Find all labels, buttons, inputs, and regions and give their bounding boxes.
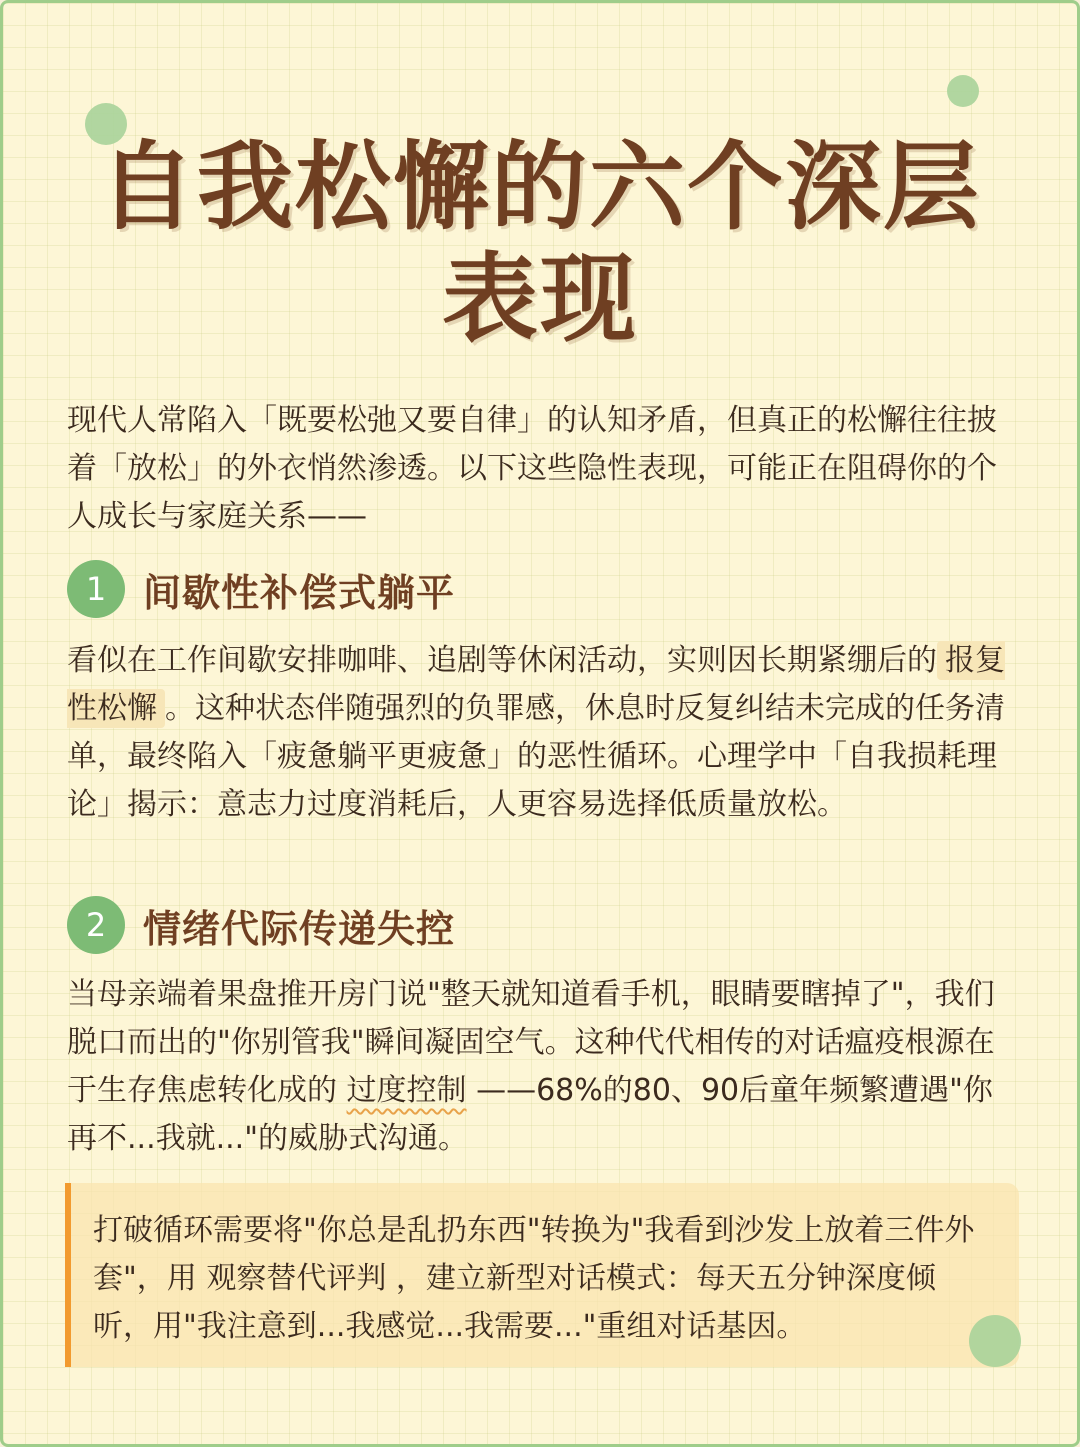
title-line-1: 自我松懈的六个深层 — [99, 131, 981, 243]
section-title: 情绪代际传递失控 — [143, 906, 456, 951]
quote-text-part: 打破循环需要将"你总是乱扔东西"转换为"我看到沙发上放着三件外套"，用 — [93, 1213, 975, 1296]
section-2-heading — [67, 895, 455, 955]
section-1-heading — [67, 559, 455, 619]
intro-paragraph: 现代人常陷入「既要松弛又要自律」的认知矛盾，但真正的松懈往往披着「放松」的外衣悄然渗透。以下这些隐性表现，可能正在阻碍你的个人成长与家庭关系—— — [67, 403, 997, 534]
underlined-phrase: 过度控制 — [346, 1073, 467, 1108]
highlight-phrase: 报复性松懈 — [67, 643, 1005, 726]
section-1-paragraph — [67, 637, 1022, 829]
decorative-dot — [969, 1315, 1021, 1367]
paragraph-text: 。这种状态伴随强烈的负罪感，休息时反复纠结未完成的任务清单，最终陷入「疲惫躺平更疲惫」的恶性循环。心理学中「自我损耗理论」揭示：意志力过度消耗后，人更容易选择低质量放松。 — [67, 691, 1005, 822]
section-title: 间歇性补偿式躺平 — [143, 570, 456, 615]
quote-text-part: ，建立新型对话模式：每天五分钟深度倾听，用"我注意到...我感觉...我需要..."重组对话基因。 — [93, 1261, 936, 1344]
section-number-badge: 2 — [67, 896, 125, 954]
section-number-badge: 1 — [67, 560, 125, 618]
section-2-paragraph — [67, 971, 1022, 1163]
paragraph-text: 当母亲端着果盘推开房门说"整天就知道看手机，眼睛要瞎掉了"，我们脱口而出的"你别管我"瞬间凝固空气。这种代代相传的对话瘟疫根源在于生存焦虑转化成的 — [67, 977, 995, 1108]
decorative-dot — [947, 75, 979, 107]
paragraph-text: 看似在工作间歇安排咖啡、追剧等休闲活动，实则因长期紧绷后的 — [67, 643, 937, 678]
quote-emphasis: 观察替代评判 — [206, 1261, 387, 1296]
title-line-2: 表现 — [442, 243, 638, 355]
quote-text — [93, 1207, 989, 1351]
quote-box — [65, 1183, 1019, 1367]
paragraph-text: ——68%的80、90后童年频繁遭遇"你再不...我就..."的威胁式沟通。 — [67, 1073, 993, 1156]
page-title — [43, 131, 1037, 355]
